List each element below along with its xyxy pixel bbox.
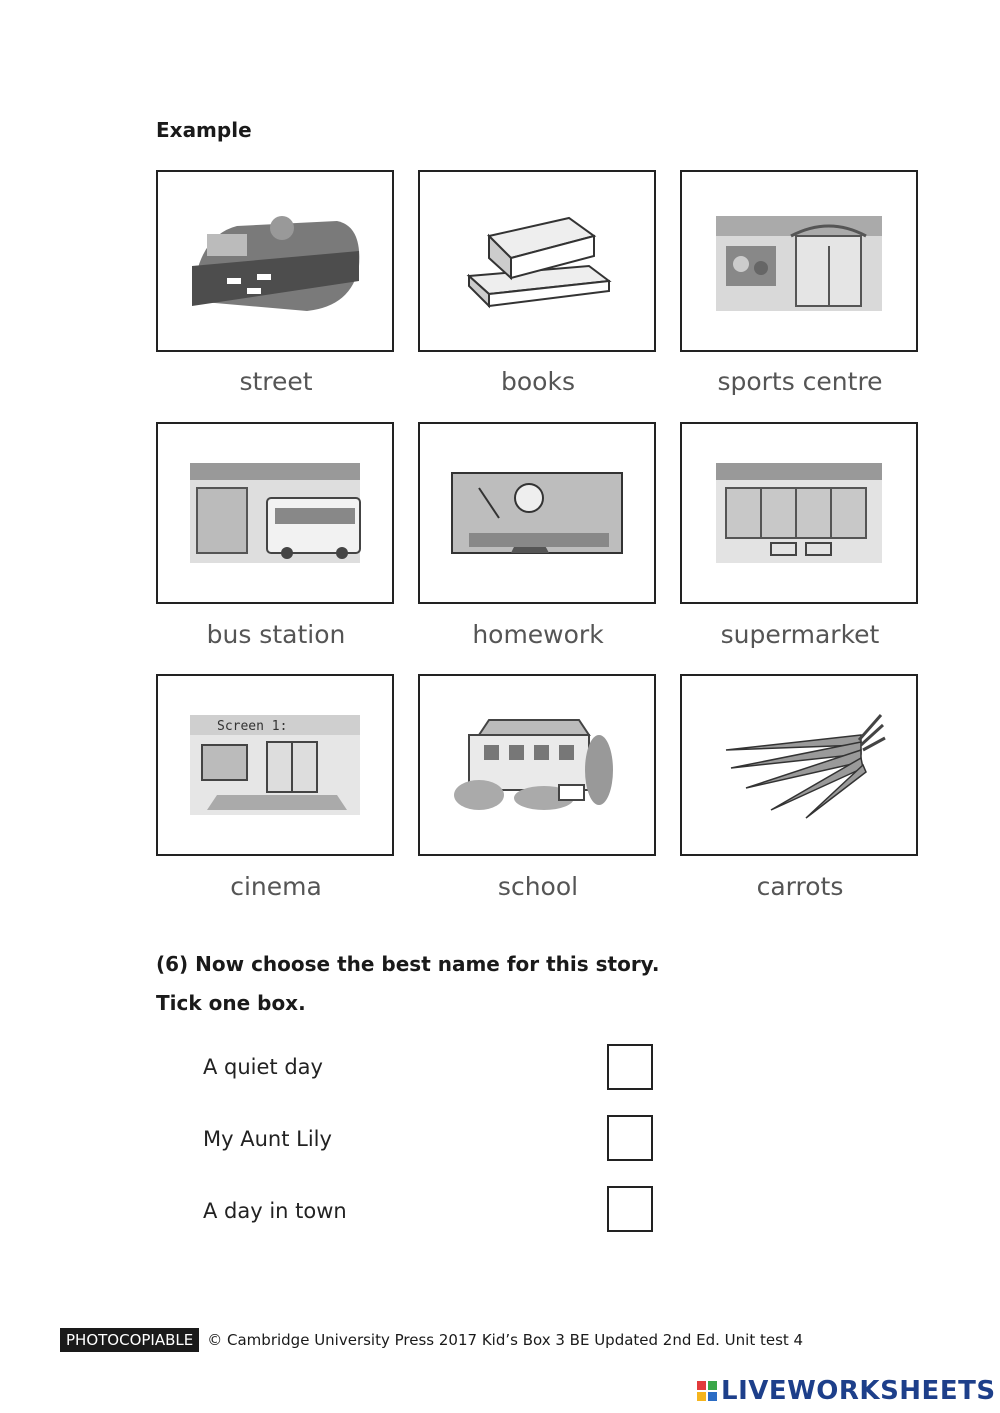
street-picture bbox=[156, 170, 394, 352]
picture-caption: cinema bbox=[230, 872, 322, 901]
example-heading: Example bbox=[156, 118, 252, 142]
books-drawing bbox=[449, 206, 625, 316]
carrots-drawing bbox=[711, 710, 887, 820]
copyright-text: © Cambridge University Press 2017 Kid’s Box 3 BE Updated 2nd Ed. Unit test 4 bbox=[207, 1331, 804, 1349]
bus-station-drawing bbox=[187, 458, 363, 568]
picture-caption: sports centre bbox=[717, 367, 883, 396]
books-picture bbox=[418, 170, 656, 352]
picture-caption: carrots bbox=[756, 872, 844, 901]
sports-centre-drawing bbox=[711, 206, 887, 316]
logo-text: LIVEWORKSHEETS bbox=[721, 1376, 996, 1406]
homework-drawing bbox=[449, 458, 625, 568]
tick-box[interactable] bbox=[607, 1115, 653, 1161]
svg-text:Screen 1:: Screen 1: bbox=[217, 719, 288, 734]
school-picture bbox=[418, 674, 656, 856]
photocopiable-badge: PHOTOCOPIABLE bbox=[60, 1328, 199, 1352]
copyright-footer bbox=[60, 1328, 803, 1352]
cinema-picture bbox=[156, 674, 394, 856]
supermarket-picture bbox=[680, 422, 918, 604]
option-label: My Aunt Lily bbox=[203, 1127, 332, 1151]
cinema-drawing bbox=[187, 710, 363, 820]
picture-caption: bus station bbox=[206, 620, 346, 649]
option-label: A day in town bbox=[203, 1199, 347, 1223]
picture-caption: street bbox=[239, 367, 313, 396]
homework-picture bbox=[418, 422, 656, 604]
picture-caption: homework bbox=[472, 620, 604, 649]
picture-caption: books bbox=[501, 367, 575, 396]
picture-caption: supermarket bbox=[720, 620, 880, 649]
picture-caption: school bbox=[497, 872, 579, 901]
logo-icon bbox=[697, 1381, 717, 1401]
tick-box[interactable] bbox=[607, 1044, 653, 1090]
liveworksheets-logo bbox=[697, 1376, 996, 1406]
tick-box[interactable] bbox=[607, 1186, 653, 1232]
option-label: A quiet day bbox=[203, 1055, 323, 1079]
carrots-picture bbox=[680, 674, 918, 856]
question-title: (6) Now choose the best name for this story. bbox=[156, 952, 660, 976]
sports-centre-picture bbox=[680, 170, 918, 352]
question-instruction: Tick one box. bbox=[156, 991, 306, 1015]
bus-station-picture bbox=[156, 422, 394, 604]
school-drawing bbox=[449, 710, 625, 820]
street-drawing bbox=[187, 206, 363, 316]
supermarket-drawing bbox=[711, 458, 887, 568]
